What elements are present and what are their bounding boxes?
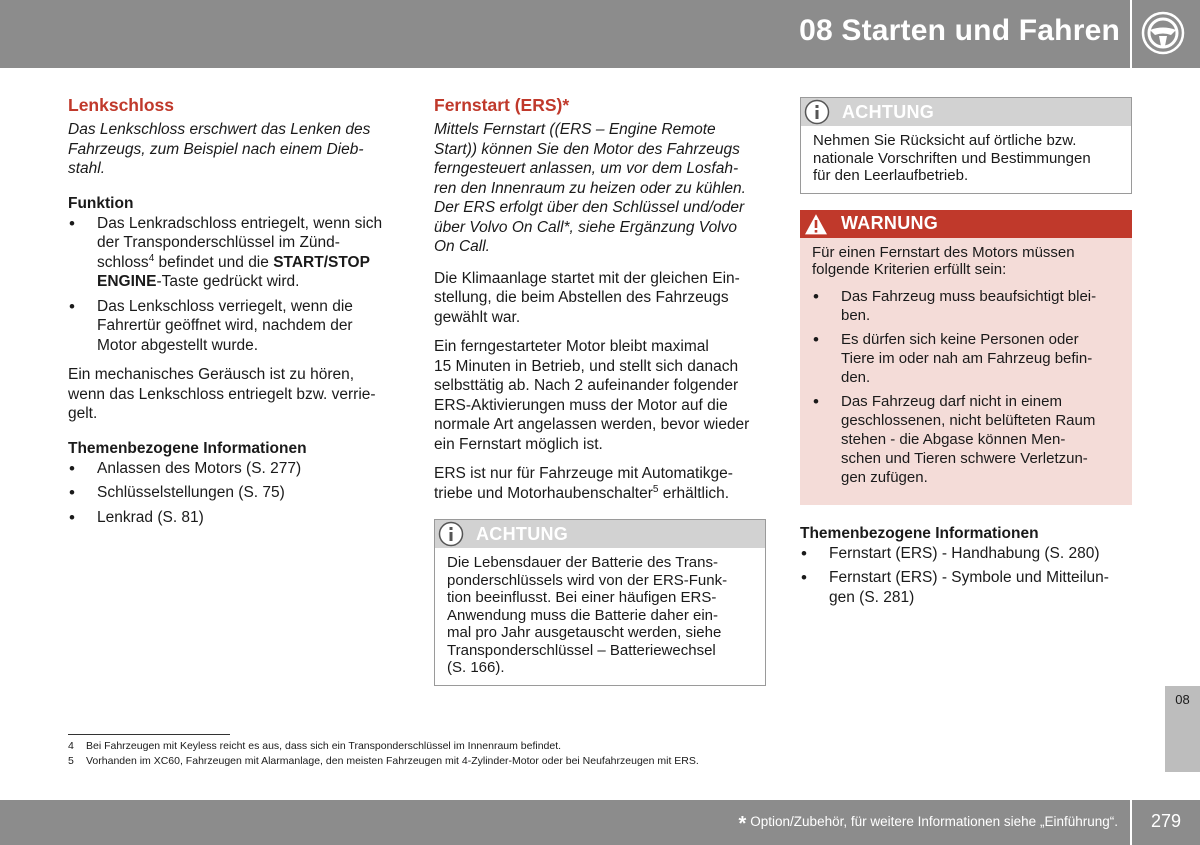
page-number-box [1132, 800, 1200, 845]
warnung-label: WARNUNG [841, 213, 939, 233]
achtung-label: ACHTUNG [842, 101, 935, 122]
related-list [68, 459, 398, 528]
subheading-related: Themenbezogene Informationen [68, 439, 307, 457]
info-icon [438, 521, 464, 547]
lead-text: Mittels Fernstart ((ERS – Engine Remote Start)) können Sie den Motor des Fahrzeugs ferngesteuert anlassen, um vor dem Losfah- ren den Innenraum zu heizen oder zu kühlen. Der ERS erfolgt über den Schlüssel und/oder über Volvo On Call*, siehe Ergänzung Volvo On Call. [434, 121, 746, 255]
warnung-header [800, 210, 1132, 238]
paragraph: Ein mechanisches Geräusch ist zu hören, wenn das Lenkschloss entriegelt bzw. verrie- gelt. [68, 366, 376, 422]
related-link[interactable]: • Lenkrad (S. 81) [68, 508, 398, 528]
column-notes [800, 97, 1132, 617]
related-list [800, 544, 1132, 608]
paragraph: ERS ist nur für Fahrzeuge mit Automatikge- triebe und Motorhaubenschalter$^5$ erhältlich. [434, 465, 733, 502]
info-icon [804, 99, 830, 125]
list-item: • Es dürfen sich keine Personen oder Tiere im oder nah am Fahrzeug befin- den. [812, 330, 1120, 387]
section-heading-fernstart: Fernstart (ERS)* [434, 95, 570, 115]
column-lenkschloss [68, 95, 398, 537]
related-link[interactable]: • Fernstart (ERS) - Symbole und Mitteilun- gen (S. 281) [800, 568, 1132, 607]
footnote: 4 Bei Fahrzeugen mit Keyless reicht es aus, dass sich ein Transponderschlüssel im Innenraum befindet. [68, 740, 562, 752]
chapter-icon-box [1132, 0, 1200, 68]
warning-triangle-icon [803, 211, 829, 237]
column-fernstart [434, 95, 766, 702]
footnote: 5 Vorhanden im XC60, Fahrzeugen mit Alarmanlage, den meisten Fahrzeugen mit 4-Zylinder-Motor oder bei Neufahrzeugen mit ERS. [68, 755, 699, 767]
warnung-intro: Für einen Fernstart des Motors müssen folgende Kriterien erfüllt sein: [812, 243, 1075, 278]
related-link[interactable]: • Fernstart (ERS) - Handhabung (S. 280) [800, 544, 1132, 564]
achtung-header [801, 98, 1131, 126]
funktion-list [68, 214, 398, 356]
warnung-body [800, 238, 1132, 505]
subheading-funktion: Funktion [68, 194, 134, 212]
page-number: 279 [1150, 811, 1182, 831]
related-link[interactable]: • Schlüsselstellungen (S. 75) [68, 483, 398, 503]
achtung-box [434, 519, 766, 686]
chapter-title: 08 Starten und Fahren [799, 14, 1120, 47]
section-heading-lenkschloss: Lenkschloss [68, 95, 175, 115]
list-item: • Das Fahrzeug muss beaufsichtigt blei- ben. [812, 287, 1120, 325]
footnote-divider [68, 734, 230, 735]
achtung-label: ACHTUNG [476, 523, 569, 544]
warnung-box [800, 210, 1132, 505]
warnung-list [812, 287, 1120, 487]
achtung-text: Die Lebensdauer der Batterie des Trans- ponderschlüssels wird von der ERS-Funk- tion beeinflusst. Bei einer häufigen ERS- Anwendung muss die Batterie daher ein- mal pro Jahr ausgetauscht werden, siehe Transponderschlüssel – Batteriewechsel (S. 166). [447, 554, 728, 676]
lead-text: Das Lenkschloss erschwert das Lenken des Fahrzeugs, zum Beispiel nach einem Dieb- stahl. [68, 121, 371, 177]
subheading-related: Themenbezogene Informationen [800, 524, 1039, 542]
achtung-text: Nehmen Sie Rücksicht auf örtliche bzw. nationale Vorschriften und Bestimmungen für den Leerlaufbetrieb. [813, 132, 1091, 184]
achtung-header [435, 520, 765, 548]
related-link[interactable]: • Anlassen des Motors (S. 277) [68, 459, 398, 479]
paragraph: Ein ferngestarteter Motor bleibt maximal 15 Minuten in Betrieb, und stellt sich danach selbsttätig ab. Nach 2 aufeinander folgender ERS-Aktivierungen muss der Motor auf die normale Art angelassen werden, bevor wieder ein Fernstart möglich ist. [434, 338, 750, 453]
paragraph: Die Klimaanlage startet mit der gleichen Ein- stellung, die beim Abstellen des Fahrzeugs gewählt war. [434, 269, 740, 326]
list-item: • Das Lenkradschloss entriegelt, wenn sich der Transponderschlüssel im Zünd- schloss$^4$ befindet und die START/STOP ENGINE-Taste gedrückt wird. [68, 214, 398, 292]
footer-note: * Option/Zubehör, für weitere Informationen siehe „Einführung“. [738, 813, 1118, 835]
list-item: • Das Fahrzeug darf nicht in einem geschlossenen, nicht belüfteten Raum stehen - die Abgase können Men- schen und Tieren schwere Verletzun- gen zufügen. [812, 392, 1120, 487]
steering-wheel-icon [1141, 11, 1185, 55]
chapter-side-tab[interactable]: 08 [1165, 686, 1200, 772]
achtung-box [800, 97, 1132, 194]
list-item: • Das Lenkschloss verriegelt, wenn die Fahrertür geöffnet wird, nachdem der Motor abgestellt wurde. [68, 297, 398, 356]
